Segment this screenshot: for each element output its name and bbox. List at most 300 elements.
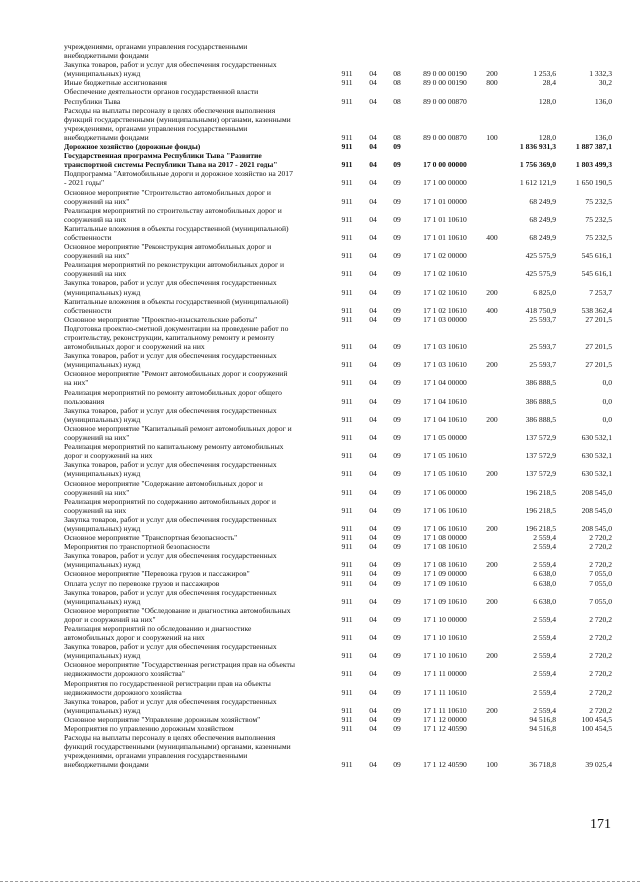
amount-2021: 2 720,2 xyxy=(589,633,612,643)
section-code: 04 xyxy=(369,314,377,324)
target-article-code: 17 1 01 00000 xyxy=(423,196,467,206)
row-name: Основное мероприятие "Перевозка грузов и пассажиров" xyxy=(64,569,250,579)
subsection-code: 09 xyxy=(393,487,401,497)
target-article-code: 17 1 05 10610 xyxy=(423,451,467,461)
table-row xyxy=(64,188,612,197)
subsection-code: 09 xyxy=(393,760,401,770)
row-name: сооружений на них xyxy=(64,214,127,224)
subsection-code: 08 xyxy=(393,96,401,106)
target-article-code: 17 1 00 00000 xyxy=(423,178,467,188)
row-name: Обеспечение деятельности органов государственной власти xyxy=(64,87,259,97)
section-code: 04 xyxy=(369,596,377,606)
subsection-code: 09 xyxy=(393,251,401,261)
table-row xyxy=(64,460,612,469)
subsection-code: 09 xyxy=(393,578,401,588)
row-name: Основное мероприятие "Управление дорожным хозяйством" xyxy=(64,714,261,724)
table-row xyxy=(64,606,612,615)
row-name: Реализация мероприятий по строительству автомобильных дорог и xyxy=(64,205,282,215)
expense-type-code: 200 xyxy=(486,469,498,479)
amount-2021: 2 720,2 xyxy=(589,687,612,697)
table-row xyxy=(64,733,612,742)
amount-2020: 25 593,7 xyxy=(529,342,556,352)
ministry-code: 911 xyxy=(341,469,353,479)
ministry-code: 911 xyxy=(341,705,353,715)
expense-type-code: 200 xyxy=(486,69,498,79)
expense-type-code: 200 xyxy=(486,705,498,715)
amount-2020: 2 559,4 xyxy=(533,705,556,715)
subsection-code: 08 xyxy=(393,69,401,79)
section-code: 04 xyxy=(369,232,377,242)
row-name: Закупка товаров, работ и услуг для обеспечения государственных xyxy=(64,587,277,597)
expense-type-code: 200 xyxy=(486,360,498,370)
table-row xyxy=(64,233,612,242)
ministry-code: 911 xyxy=(341,69,353,79)
expense-type-code: 200 xyxy=(486,287,498,297)
amount-2021: 1 650 190,5 xyxy=(575,178,612,188)
target-article-code: 89 0 00 00870 xyxy=(423,132,467,142)
ministry-code: 911 xyxy=(341,724,353,734)
target-article-code: 17 1 10 10610 xyxy=(423,633,467,643)
amount-2020: 418 750,9 xyxy=(525,305,556,315)
target-article-code: 17 1 04 10610 xyxy=(423,396,467,406)
table-row xyxy=(64,479,612,488)
row-name: собственности xyxy=(64,305,112,315)
table-row xyxy=(64,760,612,769)
amount-2020: 128,0 xyxy=(538,132,556,142)
section-code: 04 xyxy=(369,433,377,443)
ministry-code: 911 xyxy=(341,633,353,643)
amount-2020: 2 559,4 xyxy=(533,633,556,643)
table-row xyxy=(64,60,612,69)
ministry-code: 911 xyxy=(341,378,353,388)
amount-2021: 0,0 xyxy=(602,378,612,388)
subsection-code: 09 xyxy=(393,305,401,315)
row-name: (муниципальных) нужд xyxy=(64,596,141,606)
row-name: Основное мероприятие "Содержание автомобильных дорог и xyxy=(64,478,263,488)
amount-2020: 2 559,4 xyxy=(533,614,556,624)
target-article-code: 17 1 11 10610 xyxy=(423,687,467,697)
amount-2021: 2 720,2 xyxy=(589,651,612,661)
row-name: (муниципальных) нужд xyxy=(64,469,141,479)
section-code: 04 xyxy=(369,760,377,770)
table-row xyxy=(64,551,612,560)
section-code: 04 xyxy=(369,687,377,697)
section-code: 04 xyxy=(369,724,377,734)
row-name: (муниципальных) нужд xyxy=(64,414,141,424)
amount-2020: 28,4 xyxy=(542,78,556,88)
amount-2021: 2 720,2 xyxy=(589,614,612,624)
subsection-code: 09 xyxy=(393,533,401,543)
ministry-code: 911 xyxy=(341,669,353,679)
subsection-code: 09 xyxy=(393,451,401,461)
target-article-code: 17 0 00 00000 xyxy=(423,160,467,170)
target-article-code: 17 1 08 10610 xyxy=(423,542,467,552)
section-code: 04 xyxy=(369,560,377,570)
amount-2020: 1 253,6 xyxy=(533,69,556,79)
section-code: 04 xyxy=(369,360,377,370)
table-row xyxy=(64,388,612,397)
amount-2021: 2 720,2 xyxy=(589,705,612,715)
table-row xyxy=(64,124,612,133)
table-row xyxy=(64,224,612,233)
row-name: Реализация мероприятий по ремонту автомобильных дорог общего xyxy=(64,387,282,397)
amount-2020: 2 559,4 xyxy=(533,651,556,661)
table-row xyxy=(64,524,612,533)
ministry-code: 911 xyxy=(341,487,353,497)
amount-2021: 208 545,0 xyxy=(581,523,612,533)
row-name: Реализация мероприятий по капитальному ремонту автомобильных xyxy=(64,442,284,452)
row-name: Закупка товаров, работ и услуг для обеспечения государственных xyxy=(64,642,277,652)
ministry-code: 911 xyxy=(341,178,353,188)
table-row xyxy=(64,288,612,297)
row-name: Государственная программа Республики Тыва "Развитие xyxy=(64,151,262,161)
amount-2021: 1 803 499,3 xyxy=(575,160,612,170)
target-article-code: 17 1 12 40590 xyxy=(423,760,467,770)
amount-2021: 208 545,0 xyxy=(581,487,612,497)
row-name: пользования xyxy=(64,396,105,406)
amount-2021: 0,0 xyxy=(602,414,612,424)
row-name: недвижимости дорожного хозяйства" xyxy=(64,669,185,679)
table-row xyxy=(64,660,612,669)
ministry-code: 911 xyxy=(341,287,353,297)
row-name: Основное мероприятие "Транспортная безопасность" xyxy=(64,533,238,543)
amount-2020: 94 516,8 xyxy=(529,724,556,734)
table-row xyxy=(64,269,612,278)
amount-2021: 30,2 xyxy=(598,78,612,88)
table-row xyxy=(64,669,612,678)
section-code: 04 xyxy=(369,96,377,106)
section-code: 04 xyxy=(369,505,377,515)
amount-2020: 6 638,0 xyxy=(533,596,556,606)
expense-type-code: 200 xyxy=(486,651,498,661)
amount-2021: 1 887 387,1 xyxy=(575,142,612,152)
target-article-code: 17 1 09 10610 xyxy=(423,596,467,606)
amount-2020: 196 218,5 xyxy=(525,505,556,515)
table-row xyxy=(64,688,612,697)
amount-2021: 75 232,5 xyxy=(585,196,612,206)
ministry-code: 911 xyxy=(341,142,353,152)
subsection-code: 09 xyxy=(393,614,401,624)
target-article-code: 89 0 00 00870 xyxy=(423,96,467,106)
section-code: 04 xyxy=(369,78,377,88)
table-row xyxy=(64,433,612,442)
row-name: сооружений на них" xyxy=(64,433,130,443)
table-row xyxy=(64,560,612,569)
table-row xyxy=(64,469,612,478)
subsection-code: 09 xyxy=(393,287,401,297)
row-name: Дорожное хозяйство (дорожные фонды) xyxy=(64,142,201,152)
subsection-code: 09 xyxy=(393,396,401,406)
section-code: 04 xyxy=(369,269,377,279)
table-row xyxy=(64,215,612,224)
row-name: Основное мероприятие "Обследование и диагностика автомобильных xyxy=(64,605,291,615)
subsection-code: 09 xyxy=(393,178,401,188)
row-name: Реализация мероприятий по содержанию автомобильных дорог и xyxy=(64,496,276,506)
table-row xyxy=(64,160,612,169)
target-article-code: 17 1 06 00000 xyxy=(423,487,467,497)
amount-2021: 538 362,4 xyxy=(581,305,612,315)
subsection-code: 09 xyxy=(393,542,401,552)
section-code: 04 xyxy=(369,69,377,79)
row-name: Закупка товаров, работ и услуг для обеспечения государственных xyxy=(64,551,277,561)
subsection-code: 09 xyxy=(393,314,401,324)
row-name: учреждениями, органами управления государственными xyxy=(64,123,248,133)
table-row xyxy=(64,406,612,415)
table-row xyxy=(64,315,612,324)
amount-2020: 128,0 xyxy=(538,96,556,106)
ministry-code: 911 xyxy=(341,578,353,588)
ministry-code: 911 xyxy=(341,596,353,606)
table-row xyxy=(64,178,612,187)
row-name: Республики Тыва xyxy=(64,96,121,106)
section-code: 04 xyxy=(369,542,377,552)
row-name: (муниципальных) нужд xyxy=(64,523,141,533)
table-row xyxy=(64,197,612,206)
amount-2020: 2 559,4 xyxy=(533,560,556,570)
table-row xyxy=(64,515,612,524)
section-code: 04 xyxy=(369,533,377,543)
subsection-code: 09 xyxy=(393,342,401,352)
expense-type-code: 200 xyxy=(486,596,498,606)
target-article-code: 17 1 11 00000 xyxy=(423,669,467,679)
row-name: - 2021 годы" xyxy=(64,178,105,188)
table-row xyxy=(64,142,612,151)
target-article-code: 17 1 09 10610 xyxy=(423,578,467,588)
subsection-code: 09 xyxy=(393,214,401,224)
row-name: учреждениями, органами управления государственными xyxy=(64,751,248,761)
row-name: на них" xyxy=(64,378,89,388)
ministry-code: 911 xyxy=(341,314,353,324)
table-row xyxy=(64,397,612,406)
target-article-code: 17 1 05 10610 xyxy=(423,469,467,479)
row-name: Основное мероприятие "Ремонт автомобильных дорог и сооружений xyxy=(64,369,288,379)
table-row xyxy=(64,378,612,387)
ministry-code: 911 xyxy=(341,196,353,206)
subsection-code: 09 xyxy=(393,569,401,579)
section-code: 04 xyxy=(369,142,377,152)
target-article-code: 89 0 00 00190 xyxy=(423,78,467,88)
table-row xyxy=(64,333,612,342)
row-name: Закупка товаров, работ и услуг для обеспечения государственных xyxy=(64,405,277,415)
subsection-code: 09 xyxy=(393,651,401,661)
subsection-code: 09 xyxy=(393,196,401,206)
amount-2021: 7 055,0 xyxy=(589,596,612,606)
row-name: функций государственными (муниципальными) органами, казенными xyxy=(64,742,291,752)
row-name: учреждениями, органами управления государственными xyxy=(64,42,248,51)
target-article-code: 17 1 09 00000 xyxy=(423,569,467,579)
subsection-code: 09 xyxy=(393,724,401,734)
row-name: Основное мероприятие "Капитальный ремонт автомобильных дорог и xyxy=(64,423,292,433)
row-name: Закупка товаров, работ и услуг для обеспечения государственных xyxy=(64,351,277,361)
row-name: Закупка товаров, работ и услуг для обеспечения государственных xyxy=(64,60,277,70)
row-name: Закупка товаров, работ и услуг для обеспечения государственных xyxy=(64,460,277,470)
amount-2021: 0,0 xyxy=(602,396,612,406)
amount-2021: 27 201,5 xyxy=(585,360,612,370)
amount-2020: 2 559,4 xyxy=(533,533,556,543)
table-row xyxy=(64,115,612,124)
subsection-code: 09 xyxy=(393,560,401,570)
row-name: внебюджетными фондами xyxy=(64,51,149,61)
expense-type-code: 400 xyxy=(486,232,498,242)
ministry-code: 911 xyxy=(341,542,353,552)
row-name: Основное мероприятие "Строительство автомобильных дорог и xyxy=(64,187,271,197)
table-row xyxy=(64,78,612,87)
expense-type-code: 800 xyxy=(486,78,498,88)
subsection-code: 09 xyxy=(393,469,401,479)
section-code: 04 xyxy=(369,651,377,661)
target-article-code: 17 1 05 00000 xyxy=(423,433,467,443)
table-row xyxy=(64,679,612,688)
subsection-code: 09 xyxy=(393,705,401,715)
page-bottom-divider xyxy=(0,881,640,882)
ministry-code: 911 xyxy=(341,651,353,661)
target-article-code: 17 1 04 10610 xyxy=(423,414,467,424)
section-code: 04 xyxy=(369,614,377,624)
amount-2021: 2 720,2 xyxy=(589,560,612,570)
row-name: (муниципальных) нужд xyxy=(64,651,141,661)
expense-type-code: 200 xyxy=(486,414,498,424)
amount-2020: 25 593,7 xyxy=(529,314,556,324)
section-code: 04 xyxy=(369,414,377,424)
amount-2021: 75 232,5 xyxy=(585,214,612,224)
section-code: 04 xyxy=(369,569,377,579)
subsection-code: 09 xyxy=(393,505,401,515)
table-row xyxy=(64,706,612,715)
section-code: 04 xyxy=(369,578,377,588)
section-code: 04 xyxy=(369,378,377,388)
ministry-code: 911 xyxy=(341,396,353,406)
page-number: 171 xyxy=(590,817,611,832)
target-article-code: 17 1 10 00000 xyxy=(423,614,467,624)
amount-2021: 39 025,4 xyxy=(585,760,612,770)
table-row xyxy=(64,633,612,642)
row-name: Подпрограмма "Автомобильные дороги и дорожное хозяйство на 2017 xyxy=(64,169,293,179)
amount-2020: 1 756 369,0 xyxy=(519,160,556,170)
section-code: 04 xyxy=(369,633,377,643)
table-row xyxy=(64,751,612,760)
table-row xyxy=(64,488,612,497)
target-article-code: 17 1 03 10610 xyxy=(423,360,467,370)
ministry-code: 911 xyxy=(341,160,353,170)
ministry-code: 911 xyxy=(341,687,353,697)
row-name: Закупка товаров, работ и услуг для обеспечения государственных xyxy=(64,696,277,706)
ministry-code: 911 xyxy=(341,414,353,424)
table-row xyxy=(64,297,612,306)
section-code: 04 xyxy=(369,396,377,406)
table-row xyxy=(64,415,612,424)
row-name: дорог и сооружений на них" xyxy=(64,614,156,624)
table-row xyxy=(64,579,612,588)
row-name: сооружений на них" xyxy=(64,196,130,206)
amount-2021: 100 454,5 xyxy=(581,724,612,734)
amount-2020: 196 218,5 xyxy=(525,523,556,533)
target-article-code: 17 1 11 10610 xyxy=(423,705,467,715)
row-name: Мероприятия по управлению дорожным хозяйством xyxy=(64,724,234,734)
amount-2020: 1 612 121,9 xyxy=(519,178,556,188)
amount-2020: 2 559,4 xyxy=(533,542,556,552)
target-article-code: 17 1 03 10610 xyxy=(423,342,467,352)
subsection-code: 09 xyxy=(393,687,401,697)
subsection-code: 09 xyxy=(393,633,401,643)
table-row xyxy=(64,351,612,360)
table-row xyxy=(64,206,612,215)
row-name: (муниципальных) нужд xyxy=(64,287,141,297)
ministry-code: 911 xyxy=(341,251,353,261)
table-row xyxy=(64,51,612,60)
row-name: транспортной системы Республики Тыва на 2017 - 2021 годы" xyxy=(64,160,278,170)
table-row xyxy=(64,506,612,515)
table-row xyxy=(64,533,612,542)
table-row xyxy=(64,442,612,451)
table-row xyxy=(64,251,612,260)
table-row xyxy=(64,724,612,733)
row-name: внебюджетными фондами xyxy=(64,760,149,770)
target-article-code: 17 1 04 00000 xyxy=(423,378,467,388)
subsection-code: 09 xyxy=(393,142,401,152)
table-row xyxy=(64,97,612,106)
subsection-code: 09 xyxy=(393,433,401,443)
amount-2020: 6 638,0 xyxy=(533,578,556,588)
amount-2021: 2 720,2 xyxy=(589,669,612,679)
row-name: Капитальные вложения в объекты государственной (муниципальной) xyxy=(64,223,289,233)
amount-2020: 386 888,5 xyxy=(525,396,556,406)
table-row xyxy=(64,133,612,142)
amount-2021: 136,0 xyxy=(594,96,612,106)
table-row xyxy=(64,597,612,606)
amount-2021: 75 232,5 xyxy=(585,232,612,242)
amount-2021: 630 532,1 xyxy=(581,433,612,443)
table-row xyxy=(64,697,612,706)
target-article-code: 17 1 01 10610 xyxy=(423,214,467,224)
ministry-code: 911 xyxy=(341,451,353,461)
amount-2021: 2 720,2 xyxy=(589,542,612,552)
table-row xyxy=(64,651,612,660)
expense-type-code: 200 xyxy=(486,560,498,570)
table-row xyxy=(64,451,612,460)
ministry-code: 911 xyxy=(341,523,353,533)
section-code: 04 xyxy=(369,251,377,261)
table-row xyxy=(64,624,612,633)
row-name: строительству, реконструкции, капитальному ремонту и ремонту xyxy=(64,333,275,342)
section-code: 04 xyxy=(369,469,377,479)
amount-2021: 7 055,0 xyxy=(589,578,612,588)
table-row xyxy=(64,87,612,96)
row-name: внебюджетными фондами xyxy=(64,132,149,142)
ministry-code: 911 xyxy=(341,132,353,142)
row-name: Закупка товаров, работ и услуг для обеспечения государственных xyxy=(64,514,277,524)
row-name: собственности xyxy=(64,232,112,242)
amount-2020: 386 888,5 xyxy=(525,378,556,388)
budget-table xyxy=(64,42,612,770)
amount-2020: 94 516,8 xyxy=(529,714,556,724)
row-name: (муниципальных) нужд xyxy=(64,69,141,79)
ministry-code: 911 xyxy=(341,533,353,543)
section-code: 04 xyxy=(369,714,377,724)
subsection-code: 09 xyxy=(393,414,401,424)
row-name: Подготовка проектно-сметной документации на проведение работ по xyxy=(64,323,289,333)
row-name: сооружений на них" xyxy=(64,251,130,261)
table-row xyxy=(64,260,612,269)
target-article-code: 17 1 01 10610 xyxy=(423,232,467,242)
row-name: Реализация мероприятий по обследованию и диагностике xyxy=(64,624,252,633)
subsection-code: 09 xyxy=(393,378,401,388)
row-name: Реализация мероприятий по реконструкции автомобильных дорог и xyxy=(64,260,285,270)
target-article-code: 17 1 02 10610 xyxy=(423,305,467,315)
row-name: Основное мероприятие "Реконструкция автомобильных дорог и xyxy=(64,242,272,252)
amount-2020: 6 825,0 xyxy=(533,287,556,297)
subsection-code: 09 xyxy=(393,523,401,533)
amount-2020: 196 218,5 xyxy=(525,487,556,497)
